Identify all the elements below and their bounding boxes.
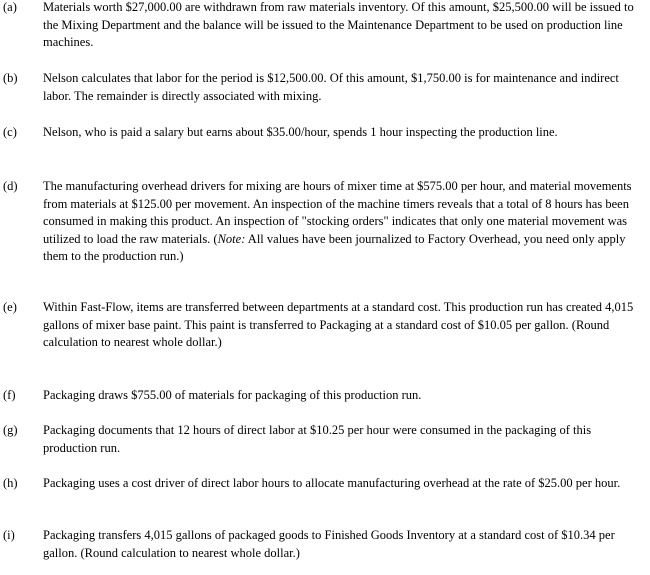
item-label: (d): [3, 179, 18, 193]
item-label: (i): [3, 528, 15, 542]
item-text: Packaging draws $755.00 of materials for packaging of this production run.: [43, 388, 422, 402]
item-label: (a): [3, 0, 17, 14]
item-text: Nelson calculates that labor for the period is $12,500.00. Of this amount, $1,750.00 is for maintenance and indirect labor. The remainder is directly associated with mixing.: [43, 71, 619, 103]
item-label: (h): [3, 476, 18, 490]
item-text: Nelson, who is paid a salary but earns about $35.00/hour, spends 1 hour inspecting the production line.: [43, 125, 558, 139]
item-label: (f): [3, 388, 16, 402]
item-text-part-1: The manufacturing overhead drivers for mixing are hours of mixer time at $575.00 per hour, and material movements from materials at $125.00 per movement. An inspection of the machine timers reveals that a total of 8 hours has been consumed in making this product. An inspection of "stocking orders" indicates that only one material movement was utilized to load the raw materials. (: [43, 179, 632, 246]
item-label: (e): [3, 300, 17, 314]
note-label: Note:: [217, 231, 246, 246]
item-text: Within Fast-Flow, items are transferred between departments at a standard cost. This production run has created 4,015 gallons of mixer base paint. This paint is transferred to Packaging at a standard cost of $10.05 per gallon. (Round calculation to nearest whole dollar.): [43, 300, 634, 349]
item-text: Packaging transfers 4,015 gallons of packaged goods to Finished Goods Inventory at a standard cost of $10.34 per gallon. (Round calculation to nearest whole dollar.): [43, 528, 615, 560]
item-label: (g): [3, 423, 18, 437]
item-text: Packaging uses a cost driver of direct labor hours to allocate manufacturing overhead at the rate of $25.00 per hour.: [43, 476, 621, 490]
item-label: (c): [3, 125, 17, 139]
item-text-part-2: All values have been journalized to Factory Overhead, you need only apply them to the production run.): [43, 231, 626, 263]
item-label: (b): [3, 71, 18, 85]
item-text: [43, 178, 643, 266]
item-text: Packaging documents that 12 hours of direct labor at $10.25 per hour were consumed in the packaging of this production run.: [43, 423, 592, 455]
item-text: Materials worth $27,000.00 are withdrawn from raw materials inventory. Of this amount, $25,500.00 will be issued to the Mixing Department and the balance will be issued to the Maintenance Department to be used on production line machines.: [43, 0, 634, 49]
